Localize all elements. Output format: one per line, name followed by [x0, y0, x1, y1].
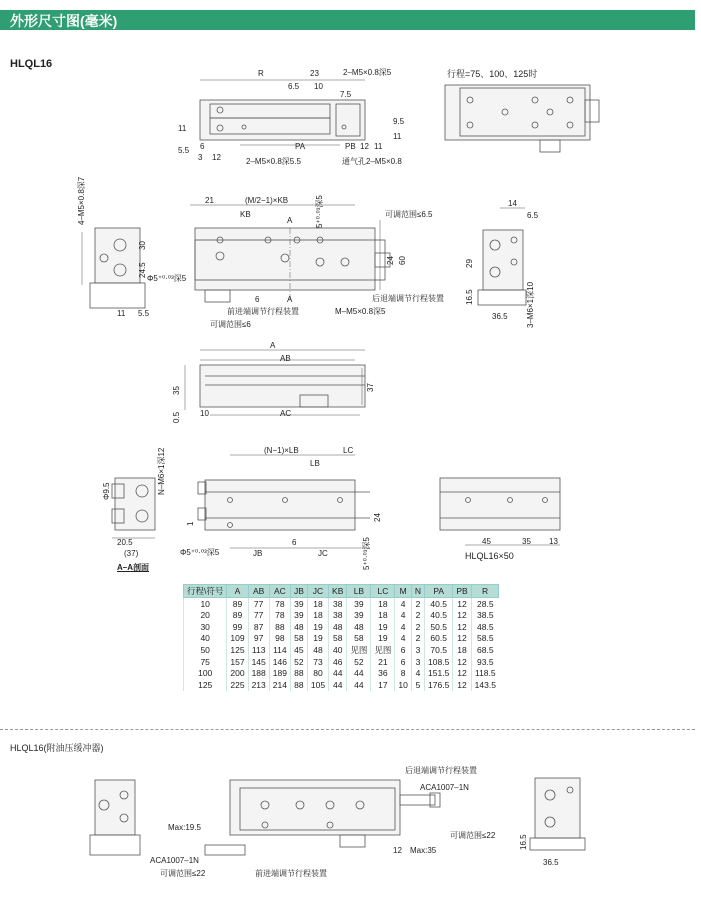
dim-6c: 6 [292, 538, 297, 547]
table-cell: 19 [371, 633, 395, 645]
callout-vent: 通气孔2–M5×0.8 [342, 157, 402, 166]
table-cell: 10 [395, 679, 411, 691]
dim-21: 21 [205, 196, 214, 205]
model-label-buffer: HLQL16(附油压缓冲器) [10, 743, 104, 753]
table-cell: 45 [290, 644, 307, 656]
dim-11c: 11 [374, 142, 383, 151]
table-header: AB [248, 585, 269, 598]
table-cell: 60.5 [425, 633, 453, 645]
table-cell: 125 [184, 679, 227, 691]
dim-6-5b: 6.5 [527, 211, 539, 220]
table-cell: 12 [453, 621, 471, 633]
dim-23: 23 [310, 69, 319, 78]
table-cell: 38 [329, 610, 347, 622]
model-label: HLQL16 [10, 58, 53, 70]
table-cell: 48.5 [471, 621, 499, 633]
table-cell: 52 [290, 656, 307, 668]
table-cell: 97 [248, 633, 269, 645]
table-cell: 40 [329, 644, 347, 656]
table-cell: 118.5 [471, 668, 499, 680]
rear-adjust-2: 后退端调节行程装置 [405, 766, 477, 775]
table-cell: 50.5 [425, 621, 453, 633]
view-bottom [185, 350, 365, 415]
table-cell: 2 [411, 598, 424, 610]
view-side [198, 455, 370, 548]
table-header: A [227, 585, 248, 598]
dim-n-lb: (N−1)×LB [264, 446, 299, 455]
callout-phi5: Φ5⁺⁰·⁰³深5 [147, 274, 187, 283]
table-row [184, 610, 499, 622]
tol-5: 5⁺⁰·⁰³深5 [315, 195, 324, 228]
callout-n-m6: N–M6×1深12 [157, 447, 166, 495]
table-cell: 77 [248, 610, 269, 622]
table-cell: 48 [290, 621, 307, 633]
dim-kb: KB [240, 210, 251, 219]
table-cell: 88 [269, 621, 290, 633]
view-buffer-main [205, 780, 440, 855]
table-header: PA [425, 585, 453, 598]
dim-37: 37 [366, 383, 375, 392]
table-cell: 30 [184, 621, 227, 633]
table-cell: 3 [411, 644, 424, 656]
table-cell: 10 [184, 598, 227, 610]
callout-m5-depth5: 2–M5×0.8深5 [343, 68, 392, 77]
table-cell: 52 [347, 656, 371, 668]
table-cell: 21 [371, 656, 395, 668]
front-adjust: 前进端调节行程装置 [227, 307, 299, 316]
dim-9-5: 9.5 [393, 117, 405, 126]
table-cell: 78 [269, 598, 290, 610]
table-cell: 28.5 [471, 598, 499, 610]
callout-phi9-5: Φ9.5 [102, 482, 111, 500]
table-cell: 18 [371, 610, 395, 622]
dim-7-5: 7.5 [340, 90, 352, 99]
table-header: LB [347, 585, 371, 598]
table-cell: 19 [371, 621, 395, 633]
adjust-22-b: 可调范围≤22 [450, 831, 496, 840]
table-row [184, 621, 499, 633]
table-cell: 93.5 [471, 656, 499, 668]
dim-6b: 6 [255, 295, 260, 304]
dim-16-5b: 16.5 [519, 834, 528, 850]
table-cell: 18 [371, 598, 395, 610]
table-cell: 58 [290, 633, 307, 645]
table-cell: 189 [269, 668, 290, 680]
table-cell: 36 [371, 668, 395, 680]
dim-5-5b: 5.5 [138, 309, 150, 318]
dim-r: R [258, 69, 264, 78]
view-buffer-right [530, 778, 585, 850]
table-header: R [471, 585, 499, 598]
table-cell: 18 [307, 610, 328, 622]
table-cell: 44 [347, 679, 371, 691]
dim-11b: 11 [393, 132, 402, 141]
view-right-end [478, 208, 526, 305]
dim-a: A [270, 341, 276, 350]
rear-adjust: 后退端调节行程装置 [372, 294, 444, 303]
table-cell: 见图 [371, 644, 395, 656]
table-cell: 12 [453, 633, 471, 645]
table-header: 行程\符号 [184, 585, 227, 598]
view-section-aa [112, 478, 155, 538]
dim-5-5: 5.5 [178, 146, 190, 155]
tol-5b: 5⁺⁰·⁰³深5 [362, 537, 371, 570]
table-cell: 214 [269, 679, 290, 691]
max-35: Max:35 [410, 846, 437, 855]
buffer-model-1: ACA1007–1N [420, 783, 469, 792]
table-header: M [395, 585, 411, 598]
dim-12b: 12 [360, 142, 369, 151]
table-cell: 6 [395, 656, 411, 668]
dim-37p: (37) [124, 549, 139, 558]
table-cell: 109 [227, 633, 248, 645]
dim-12c: 12 [393, 846, 402, 855]
dim-60: 60 [398, 256, 407, 265]
dim-ac: AC [280, 409, 292, 418]
table-cell: 12 [453, 598, 471, 610]
dim-24b: 24 [373, 513, 382, 522]
dim-12: 12 [212, 153, 221, 162]
table-cell: 58 [347, 633, 371, 645]
dim-35b: 35 [522, 537, 531, 546]
table-header: PB [453, 585, 471, 598]
view-long-stroke [445, 85, 599, 152]
table-cell: 100 [184, 668, 227, 680]
front-adjust-2: 前进端调节行程装置 [255, 869, 327, 878]
table-cell: 213 [248, 679, 269, 691]
dim-16-5: 16.5 [465, 289, 474, 305]
table-cell: 48 [329, 621, 347, 633]
dim-35: 35 [172, 386, 181, 395]
table-cell: 12 [453, 668, 471, 680]
dim-20-5: 20.5 [117, 538, 133, 547]
table-cell: 6 [395, 644, 411, 656]
table-header: JB [290, 585, 307, 598]
table-cell: 19 [307, 633, 328, 645]
table-cell: 12 [453, 679, 471, 691]
table-row [184, 668, 499, 680]
table-cell: 20 [184, 610, 227, 622]
dim-1: 1 [186, 521, 195, 526]
table-cell: 145 [248, 656, 269, 668]
table-cell: 89 [227, 598, 248, 610]
table-cell: 2 [411, 621, 424, 633]
table-cell: 157 [227, 656, 248, 668]
table-cell: 4 [395, 621, 411, 633]
table-cell: 39 [347, 598, 371, 610]
table-cell: 40.5 [425, 598, 453, 610]
dim-m-kb: (M/2−1)×KB [245, 196, 289, 205]
table-cell: 4 [395, 610, 411, 622]
table-cell: 39 [290, 598, 307, 610]
table-row [184, 598, 499, 610]
table-cell: 114 [269, 644, 290, 656]
table-cell: 12 [453, 610, 471, 622]
table-cell: 19 [307, 621, 328, 633]
table-cell: 38 [329, 598, 347, 610]
table-cell: 见图 [347, 644, 371, 656]
table-cell: 2 [411, 610, 424, 622]
table-cell: 46 [329, 656, 347, 668]
table-cell: 38.5 [471, 610, 499, 622]
dim-45: 45 [482, 537, 491, 546]
dim-jb: JB [253, 549, 263, 558]
dim-11d: 11 [117, 309, 126, 318]
table-cell: 200 [227, 668, 248, 680]
table-cell: 39 [347, 610, 371, 622]
table-cell: 50 [184, 644, 227, 656]
adjust-22-a: 可调范围≤22 [160, 869, 206, 878]
table-cell: 68.5 [471, 644, 499, 656]
table-cell: 87 [248, 621, 269, 633]
table-cell: 58 [329, 633, 347, 645]
dim-pb: PB [345, 142, 356, 151]
table-cell: 18 [453, 644, 471, 656]
table-row [184, 644, 499, 656]
table-cell: 4 [395, 598, 411, 610]
table-cell: 146 [269, 656, 290, 668]
table-cell: 4 [411, 668, 424, 680]
dim-11: 11 [178, 124, 187, 133]
table-cell: 176.5 [425, 679, 453, 691]
table-cell: 70.5 [425, 644, 453, 656]
dim-36-5b: 36.5 [543, 858, 559, 867]
adjust-6-5: 可调范围≤6.5 [385, 210, 433, 219]
stroke-note: 行程=75、100、125时 [447, 69, 538, 79]
buffer-model-2: ACA1007–1N [150, 856, 199, 865]
dim-ab: AB [280, 354, 291, 363]
table-cell: 99 [227, 621, 248, 633]
table-cell: 125 [227, 644, 248, 656]
dim-6-5: 6.5 [288, 82, 300, 91]
dim-pa: PA [295, 142, 306, 151]
dim-13: 13 [549, 537, 558, 546]
table-cell: 18 [307, 598, 328, 610]
table-header: LC [371, 585, 395, 598]
table-cell: 8 [395, 668, 411, 680]
callout-phi5b: Φ5⁺⁰·⁰³深5 [180, 548, 220, 557]
callout-m5-depth7: 4–M5×0.8深7 [77, 176, 86, 225]
table-cell: 188 [248, 668, 269, 680]
table-cell: 80 [307, 668, 328, 680]
dimension-table [183, 584, 499, 691]
table-cell: 88 [290, 668, 307, 680]
table-header: KB [329, 585, 347, 598]
table-cell: 108.5 [425, 656, 453, 668]
table-cell: 88 [290, 679, 307, 691]
table-cell: 77 [248, 598, 269, 610]
table-row [184, 679, 499, 691]
table-cell: 98 [269, 633, 290, 645]
table-cell: 5 [411, 679, 424, 691]
table-cell: 17 [371, 679, 395, 691]
table-row [184, 633, 499, 645]
table-cell: 89 [227, 610, 248, 622]
table-cell: 73 [307, 656, 328, 668]
view-buffer-left [90, 780, 140, 855]
table-cell: 151.5 [425, 668, 453, 680]
callout-m5-depth55: 2–M5×0.8深5.5 [246, 157, 301, 166]
table-cell: 44 [329, 668, 347, 680]
view-hlql16x50 [440, 478, 560, 545]
table-cell: 143.5 [471, 679, 499, 691]
table-cell: 48 [347, 621, 371, 633]
table-cell: 40.5 [425, 610, 453, 622]
table-cell: 58.5 [471, 633, 499, 645]
table-header: N [411, 585, 424, 598]
dim-lb: LB [310, 459, 320, 468]
table-cell: 105 [307, 679, 328, 691]
caption-hlql16x50: HLQL16×50 [465, 551, 514, 561]
table-cell: 48 [307, 644, 328, 656]
dim-3: 3 [198, 153, 203, 162]
dim-24-5: 24.5 [138, 262, 147, 278]
table-cell: 225 [227, 679, 248, 691]
dim-6: 6 [200, 142, 205, 151]
max-19-5: Max:19.5 [168, 823, 201, 832]
table-cell: 12 [453, 656, 471, 668]
section-title: 外形尺寸图(毫米) [10, 13, 118, 29]
dim-30: 30 [138, 241, 147, 250]
table-cell: 44 [329, 679, 347, 691]
table-row [184, 656, 499, 668]
callout-m6: 3–M6×1深10 [526, 281, 535, 328]
dim-jc: JC [318, 549, 328, 558]
dim-24: 24 [386, 256, 395, 265]
section-a-bottom: A [287, 295, 293, 304]
dim-10: 10 [314, 82, 323, 91]
adjust-6: 可调范围≤6 [210, 320, 251, 329]
table-cell: 39 [290, 610, 307, 622]
table-cell: 40 [184, 633, 227, 645]
dim-0-5: 0.5 [172, 411, 181, 423]
table-cell: 4 [395, 633, 411, 645]
section-a-top: A [287, 216, 293, 225]
table-cell: 113 [248, 644, 269, 656]
dim-10b: 10 [200, 409, 209, 418]
view-left-end [82, 228, 145, 308]
dim-29: 29 [465, 259, 474, 268]
table-header: AC [269, 585, 290, 598]
section-aa-caption: A–A剖面 [117, 563, 150, 572]
table-cell: 75 [184, 656, 227, 668]
table-cell: 44 [347, 668, 371, 680]
table-cell: 3 [411, 656, 424, 668]
dim-14: 14 [508, 199, 517, 208]
dim-lc: LC [343, 446, 354, 455]
dim-36-5: 36.5 [492, 312, 508, 321]
table-cell: 2 [411, 633, 424, 645]
table-cell: 78 [269, 610, 290, 622]
table-header: JC [307, 585, 328, 598]
callout-m-m5: M–M5×0.8深5 [335, 307, 386, 316]
table-header-row [184, 585, 499, 598]
